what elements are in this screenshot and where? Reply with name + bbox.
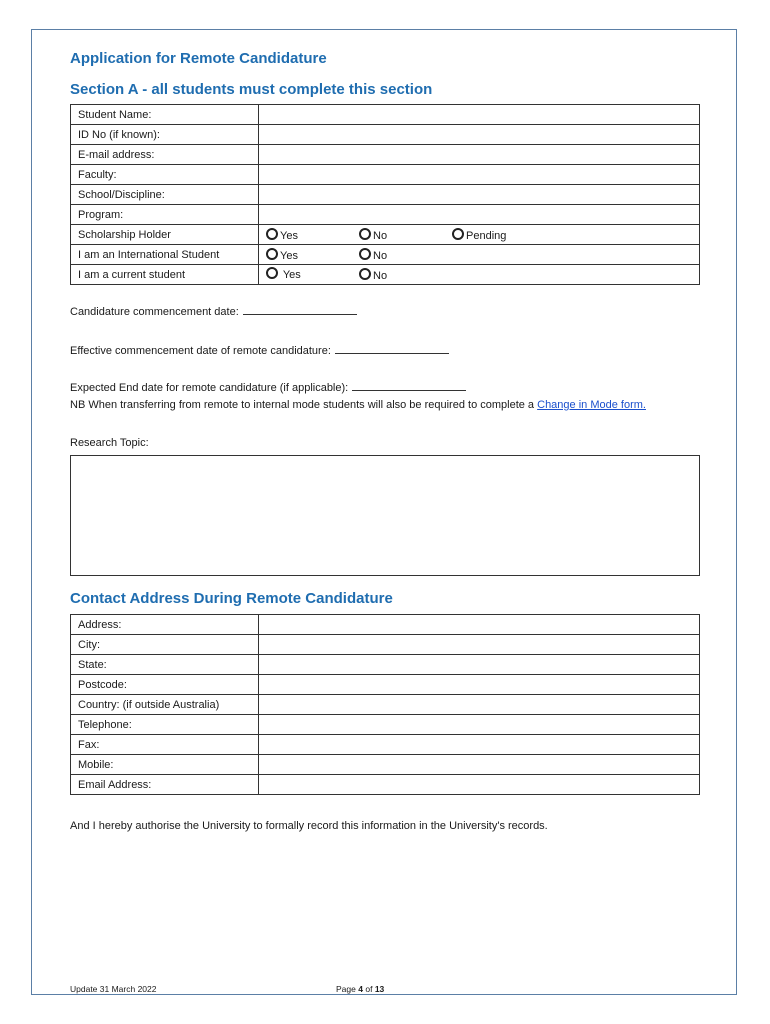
nb-note <box>70 399 646 411</box>
address-field[interactable] <box>259 615 700 635</box>
radio-yes[interactable] <box>266 267 301 281</box>
contact-heading: Contact Address During Remote Candidature <box>70 590 393 607</box>
field-label: Address: <box>71 615 259 635</box>
field-label: City: <box>71 635 259 655</box>
table-row <box>71 775 700 795</box>
table-row <box>71 145 700 165</box>
table-row <box>71 205 700 225</box>
field-label: State: <box>71 655 259 675</box>
page-prefix: Page <box>336 984 356 994</box>
city-field[interactable] <box>259 635 700 655</box>
field-label: ID No (if known): <box>71 125 259 145</box>
table-row <box>71 125 700 145</box>
id-no-field[interactable] <box>259 125 700 145</box>
table-row <box>71 675 700 695</box>
field-label: E-mail address: <box>71 145 259 165</box>
radio-circle-icon[interactable] <box>359 228 371 240</box>
field-label: Email Address: <box>71 775 259 795</box>
table-row <box>71 715 700 735</box>
form-title: Application for Remote Candidature <box>70 50 327 67</box>
page-current: 4 <box>358 984 363 994</box>
field-label: I am a current student <box>71 265 259 285</box>
radio-yes[interactable] <box>266 248 298 262</box>
section-a-heading: Section A - all students must complete this section <box>70 81 433 98</box>
field-label: Faculty: <box>71 165 259 185</box>
field-label: Program: <box>71 205 259 225</box>
radio-circle-icon[interactable] <box>266 228 278 240</box>
field-label: Fax: <box>71 735 259 755</box>
radio-circle-icon[interactable] <box>359 248 371 260</box>
table-row <box>71 105 700 125</box>
update-date: Update 31 March 2022 <box>70 984 157 994</box>
radio-no[interactable] <box>359 248 387 262</box>
radio-label: No <box>373 270 388 282</box>
field-label: Student Name: <box>71 105 259 125</box>
faculty-field[interactable] <box>259 165 700 185</box>
field-label: Mobile: <box>71 755 259 775</box>
table-row <box>71 635 700 655</box>
email-field[interactable] <box>259 145 700 165</box>
table-row <box>71 265 700 285</box>
radio-label: Yes <box>280 250 298 262</box>
field-label: Postcode: <box>71 675 259 695</box>
program-field[interactable] <box>259 205 700 225</box>
country-field[interactable] <box>259 695 700 715</box>
school-discipline-field[interactable] <box>259 185 700 205</box>
radio-no[interactable] <box>359 228 387 242</box>
page-number <box>336 984 384 994</box>
research-topic-label: Research Topic: <box>70 437 149 449</box>
telephone-field[interactable] <box>259 715 700 735</box>
commencement-date-field[interactable] <box>243 304 357 315</box>
radio-label: Yes <box>280 230 298 242</box>
table-row <box>71 225 700 245</box>
table-row <box>71 695 700 715</box>
page-of: of <box>365 984 373 994</box>
postcode-field[interactable] <box>259 675 700 695</box>
table-row <box>71 245 700 265</box>
end-date-label: Expected End date for remote candidature (if applicable): <box>70 382 349 394</box>
effective-date-field[interactable] <box>335 343 449 354</box>
research-topic-field[interactable] <box>70 455 700 576</box>
international-options <box>259 245 700 265</box>
page-total: 13 <box>374 984 385 994</box>
field-label: Country: (if outside Australia) <box>71 695 259 715</box>
email-address-field[interactable] <box>259 775 700 795</box>
change-in-mode-link[interactable]: Change in Mode form. <box>537 399 646 411</box>
state-field[interactable] <box>259 655 700 675</box>
scholarship-options <box>259 225 700 245</box>
radio-label: Yes <box>282 269 301 281</box>
commencement-date-label: Candidature commencement date: <box>70 306 239 318</box>
commencement-date-line <box>70 304 357 318</box>
radio-label: Pending <box>466 230 507 242</box>
table-row <box>71 735 700 755</box>
end-date-line <box>70 380 466 394</box>
radio-circle-icon[interactable] <box>266 267 278 279</box>
table-row <box>71 655 700 675</box>
effective-date-label: Effective commencement date of remote candidature: <box>70 345 331 357</box>
radio-yes[interactable] <box>266 228 298 242</box>
fax-field[interactable] <box>259 735 700 755</box>
radio-circle-icon[interactable] <box>266 248 278 260</box>
field-label: School/Discipline: <box>71 185 259 205</box>
table-row <box>71 185 700 205</box>
contact-address-table <box>70 614 700 795</box>
nb-text: NB When transferring from remote to internal mode students will also be required to complete a <box>70 399 535 411</box>
radio-label: No <box>373 250 388 262</box>
effective-date-line <box>70 343 449 357</box>
radio-label: No <box>373 230 388 242</box>
table-row <box>71 755 700 775</box>
current-student-options <box>259 265 700 285</box>
field-label: Telephone: <box>71 715 259 735</box>
table-row <box>71 615 700 635</box>
radio-no[interactable] <box>359 268 387 282</box>
student-details-table <box>70 104 700 285</box>
field-label: Scholarship Holder <box>71 225 259 245</box>
end-date-field[interactable] <box>352 380 466 391</box>
authorisation-statement: And I hereby authorise the University to formally record this information in the University's records. <box>70 820 548 832</box>
field-label: I am an International Student <box>71 245 259 265</box>
table-row <box>71 165 700 185</box>
radio-pending[interactable] <box>452 228 506 242</box>
student-name-field[interactable] <box>259 105 700 125</box>
radio-circle-icon[interactable] <box>359 268 371 280</box>
mobile-field[interactable] <box>259 755 700 775</box>
radio-circle-icon[interactable] <box>452 228 464 240</box>
